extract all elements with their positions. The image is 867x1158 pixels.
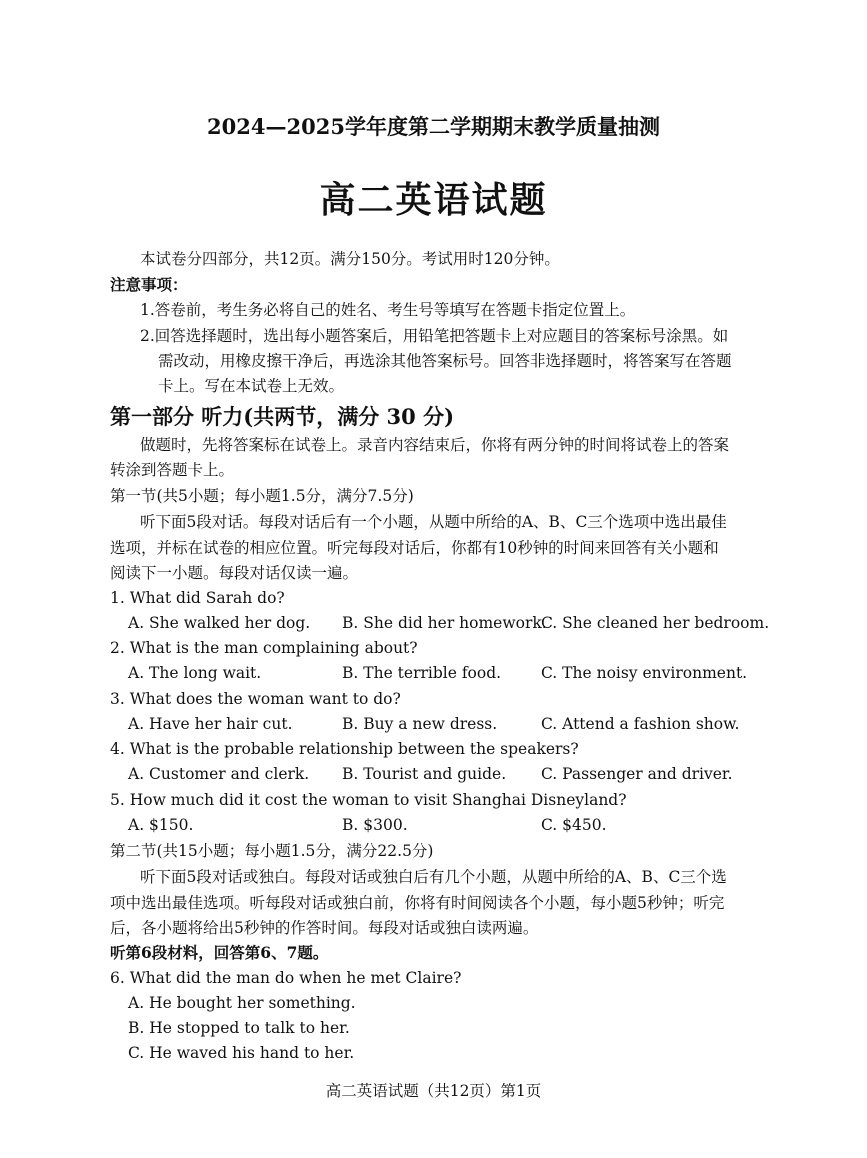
q5-option-c: C. $450. bbox=[541, 816, 607, 834]
question-6: 6. What did the man do when he met Claire? bbox=[110, 969, 462, 987]
q2-option-c: C. The noisy environment. bbox=[541, 664, 748, 682]
section1-desc-line-1: 听下面5段对话。每段对话后有一个小题，从题中所给的A、B、C三个选项中选出最佳 bbox=[140, 513, 727, 531]
question-3: 3. What does the woman want to do? bbox=[110, 690, 401, 708]
part1-desc-line-1: 做题时，先将答案标在试卷上。录音内容结束后，你将有两分钟的时间将试卷上的答案 bbox=[140, 436, 730, 454]
notes-item-1: 1.答卷前，考生务必将自己的姓名、考生号等填写在答题卡指定位置上。 bbox=[140, 301, 636, 319]
question-2: 2. What is the man complaining about? bbox=[110, 639, 418, 657]
q6-option-c: C. He waved his hand to her. bbox=[128, 1044, 355, 1062]
q3-option-a: A. Have her hair cut. bbox=[128, 715, 293, 733]
q3-option-c: C. Attend a fashion show. bbox=[541, 715, 740, 733]
q6-option-b: B. He stopped to talk to her. bbox=[128, 1019, 350, 1037]
notes-item-2-line-2: 需改动，用橡皮擦干净后，再选涂其他答案标号。回答非选择题时，将答案写在答题 bbox=[158, 352, 732, 370]
section1-desc-line-2: 选项，并标在试卷的相应位置。听完每段对话后，你都有10秒钟的时间来回答有关小题和 bbox=[110, 539, 719, 557]
question-5: 5. How much did it cost the woman to visit Shanghai Disneyland? bbox=[110, 791, 627, 809]
section2-heading: 第二节(共15小题；每小题1.5分，满分22.5分) bbox=[110, 842, 434, 860]
q1-option-b: B. She did her homework. bbox=[342, 614, 547, 632]
notes-item-2-line-3: 卡上。写在本试卷上无效。 bbox=[158, 377, 345, 395]
paper-title: 高二英语试题 bbox=[319, 179, 548, 221]
q5-option-a: A. $150. bbox=[128, 816, 194, 834]
q1-option-c: C. She cleaned her bedroom. bbox=[541, 614, 770, 632]
q1-option-a: A. She walked her dog. bbox=[128, 614, 311, 632]
section2-desc-line-2: 项中选出最佳选项。听每段对话或独白前，你将有时间阅读各个小题，每小题5秒钟；听完 bbox=[110, 894, 725, 912]
question-1: 1. What did Sarah do? bbox=[110, 589, 285, 607]
intro-text: 本试卷分四部分，共12页。满分150分。考试用时120分钟。 bbox=[140, 250, 560, 268]
part1-title: 第一部分 听力(共两节，满分 30 分) bbox=[110, 404, 455, 429]
exam-title: 2024—2025学年度第二学期期末教学质量抽测 bbox=[207, 114, 660, 139]
notes-item-2-line-1: 2.回答选择题时，选出每小题答案后，用铅笔把答题卡上对应题目的答案标号涂黑。如 bbox=[140, 327, 729, 345]
q2-option-a: A. The long wait. bbox=[128, 664, 262, 682]
q5-option-b: B. $300. bbox=[342, 816, 408, 834]
page-footer: 高二英语试题（共12页）第1页 bbox=[325, 1082, 542, 1100]
part1-desc-line-2: 转涂到答题卡上。 bbox=[110, 461, 235, 479]
section1-desc-line-3: 阅读下一小题。每段对话仅读一遍。 bbox=[110, 564, 359, 582]
q2-option-b: B. The terrible food. bbox=[342, 664, 502, 682]
q4-option-c: C. Passenger and driver. bbox=[541, 765, 733, 783]
section2-desc-line-1: 听下面5段对话或独白。每段对话或独白后有几个小题，从题中所给的A、B、C三个选 bbox=[140, 868, 727, 886]
question-4: 4. What is the probable relationship between the speakers? bbox=[110, 740, 579, 758]
section1-heading: 第一节(共5小题；每小题1.5分，满分7.5分) bbox=[110, 487, 414, 505]
section2-desc-line-3: 后，各小题将给出5秒钟的作答时间。每段对话或独白读两遍。 bbox=[110, 919, 539, 937]
notes-heading: 注意事项： bbox=[110, 275, 188, 294]
q3-option-b: B. Buy a new dress. bbox=[342, 715, 498, 733]
q6-option-a: A. He bought her something. bbox=[128, 994, 356, 1012]
q4-option-b: B. Tourist and guide. bbox=[342, 765, 507, 783]
section2-material-note: 听第6段材料，回答第6、7题。 bbox=[110, 943, 329, 962]
q4-option-a: A. Customer and clerk. bbox=[128, 765, 310, 783]
